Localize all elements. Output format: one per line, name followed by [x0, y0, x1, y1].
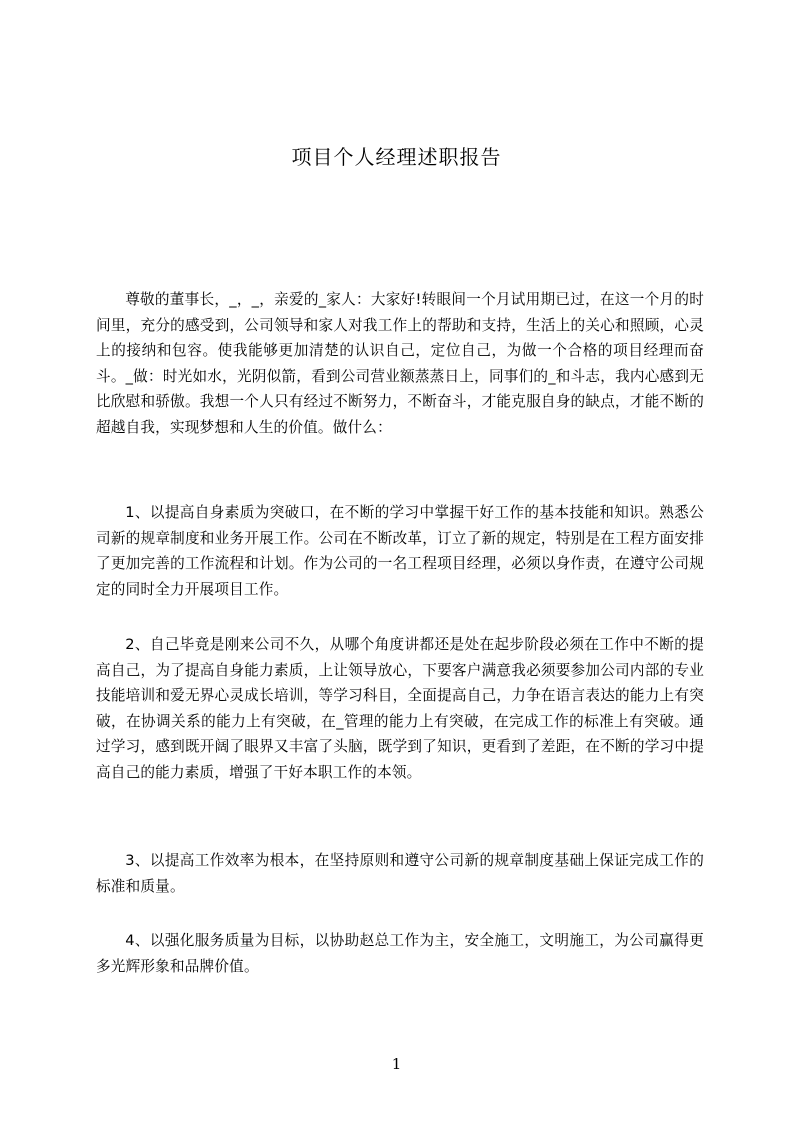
document-title: 项目个人经理述职报告: [291, 145, 502, 169]
paragraph-item-3: 3、以提高工作效率为根本，在坚持原则和遵守公司新的规章制度基础上保证完成工作的标准和质量。: [96, 852, 704, 895]
page-number: 1: [391, 1055, 402, 1073]
paragraph-intro: 尊敬的董事长，_，_，亲爱的_家人：大家好!转眼间一个月试用期已过，在这一个月的时间里，充分的感受到，公司领导和家人对我工作上的帮助和支持，生活上的关心和照顾，心灵上的接纳和包容。使我能够更加清楚的认识自己，定位自己，为做一个合格的项目经理而奋斗。_做：时光如水，光阴似箭，看到公司营业额蒸蒸日上，同事们的_和斗志，我内心感到无比欣慰和骄傲。我想一个人只有经过不断努力，不断奋斗，才能克服自身的缺点，才能不断的超越自我，实现梦想和人生的价值。做什么：: [96, 291, 704, 436]
paragraph-item-1: 1、以提高自身素质为突破口，在不断的学习中掌握干好工作的基本技能和知识。熟悉公司新的规章制度和业务开展工作。公司在不断改革，订立了新的规定，特别是在工程方面安排了更加完善的工作流程和计划。作为公司的一名工程项目经理，必须以身作责，在遵守公司规定的同时全力开展项目工作。: [96, 504, 704, 598]
paragraph-item-4: 4、以强化服务质量为目标，以协助赵总工作为主，安全施工，文明施工，为公司赢得更多光辉形象和品牌价值。: [96, 932, 704, 975]
paragraph-item-2: 2、自己毕竟是刚来公司不久，从哪个角度讲都还是处在起步阶段必须在工作中不断的提高自己，为了提高自身能力素质，上让领导放心，下要客户满意我必须要参加公司内部的专业技能培训和爱无界心灵成长培训，等学习科目，全面提高自己，力争在语言表达的能力上有突破，在协调关系的能力上有突破，在_管理的能力上有突破，在完成工作的标准上有突破。通过学习，感到既开阔了眼界又丰富了头脑，既学到了知识，更看到了差距，在不断的学习中提高自己的能力素质，增强了干好本职工作的本领。: [96, 636, 704, 781]
